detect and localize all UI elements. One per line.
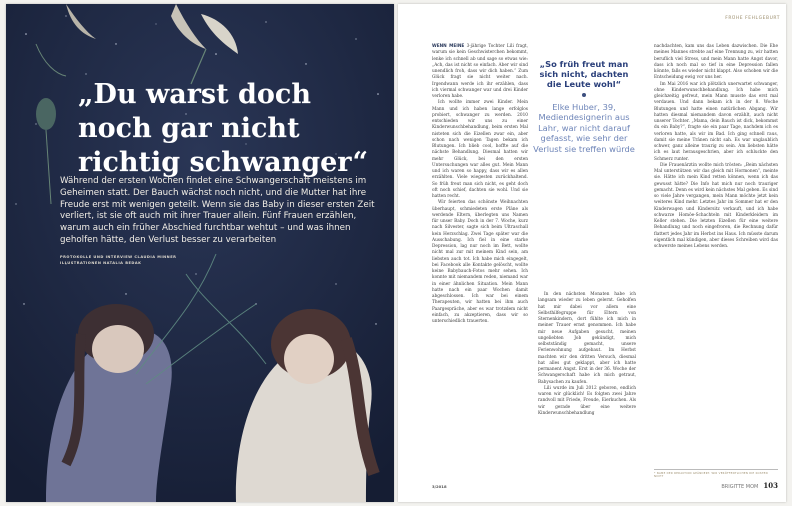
right-page-article xyxy=(398,4,786,502)
page-footer xyxy=(721,481,778,490)
credit-text: PROTOKOLLE UND INTERVIEW CLAUDIA MINNER xyxy=(60,255,177,259)
magazine-brand: BRIGITTE MOM xyxy=(721,484,759,490)
col2-paragraph-1: In den nächsten Monaten habe ich langsam wieder zu leben gelernt. Geholfen hat mir dabei vor allem eine Selbsthilfegruppe für Eltern von Sternenkindern, dort fühlte ich mich in meiner Trauer ernst genommen. Ich habe mir neue Aufgaben gesucht, meinen ungeliebten Job gekündigt, mich selbstständig gemacht, unsere Ferienwohnung aufgebaut. Im Herbst machten wir den dritten Versuch, diesmal hat alles gut geklappt, aber ich hatte permanent Angst. Erst in der 36. Woche der Schwangerschaft habe ich mich getraut, Babysachen zu kaufen. xyxy=(538,292,636,385)
pull-quote-text: „So früh freut man sich nicht, dachten die Leute wohl“ xyxy=(539,59,629,89)
column-2 xyxy=(538,292,636,417)
col3-paragraph-2: Im Mai 2016 war ich plötzlich unerwartet schwanger, ohne Kinderwunschbehandlung. Ich habe mich gleichzeitig gefreut, mein Mann musste das erst mal verdauen. Und dann bekam ich in der 8. Woche Blutungen und hatte einen natürlichen Abgang. Wir hatten diesmal niemandem davon erzählt, auch nicht unserer Tochter. „Mama, dein Bauch ist dick, bekommst du ein Baby?“, fragte sie ein paar Tage, nachdem ich es verloren hatte, als wir im Bad. Ich ging schnell raus, damit sie meine Tränen nicht sah. Es war unglaublich schwer, ganz alleine traurig zu sein. Am liebsten hätte ich es laut herausgeschrien, aber ich schluckte den Schmerz runter. xyxy=(654,81,778,162)
column-3 xyxy=(654,44,778,250)
col1-paragraph-3: Wir feierten das schönste Weihnachten überhaupt, schmiedeten erste Pläne als werdende Eltern, überlegten uns Namen für unser Baby. Doch in der 7. Woche, kurz nach Silvester, sagte sich beim Ultraschall kein Herzschlag. Zwei Tage später war die Ausschabung. Ich fiel in eine starke Depression, lag nur noch im Bett, wollte nicht mal zur mit meinem Kind sein, am liebsten auch tot. Ich habe mich eingegelt, bei Facebook alle Kontakte gelöscht, wollte keine Babybauch-Fotos mehr sehen. Ich konnte mit niemandem reden, niemand war in einer ähnlichen Situation. Mein Mann hatte nach ein paar Wochen damit abgeschlossen. Ich war bei einem Therapeuten, wir hatten bei ihm auch Paargespräche, aber es war trotzdem nicht einfach, zu akzeptieren, dass wir so unterschiedlich trauerten. xyxy=(432,200,528,324)
quote-divider-dot xyxy=(582,93,586,97)
col3-paragraph-1: nachdachten, kam uns das Leben dazwischen. Die Ehe meines Mannes strebte auf eine Trennung zu, wir hatten beruflich viel Stress, und mein Mann hatte Angst davor, dass ich noch mal so tief in eine Depression fallen könnte, falls es wieder nicht klappt. Also schoben wir die Entscheidung ewig vor uns her. xyxy=(654,44,778,81)
col3-paragraph-3: Die Frauenärztin wollte mich trösten: „Beim nächsten Mal unterstützen wir das gleich mit Hormonen“, meinte sie. Hätte ich mein Kind retten können, wenn ich das gewusst hätte? Die Info hat mich nur noch trauriger gemacht. Denn es wird kein nächstes Mal geben. Es sind so viele Jahre vergangen, mein Mann möchte jetzt kein weiteres Kind mehr. Letztes Jahr im Sommer hat er den Kinderwagen und Kindersitz verkauft, und ich habe schwarze Homöe-Schachteln mit Kinderkleidern im Keller stehen. Die letzten Eizellen für eine weitere Behandlung und noch eingefroren, die Rechnung dafür flattert jedes Jahr im Herbst ins Haus. Ich müsste darum eigentlich mal kündigen, aber dieses Schreiben wird das schwerste meines Lebens werden. xyxy=(654,162,778,249)
footnote: * NAME DER REDAKTION GEÄNDERT. WIR VERÖFFENTLICHEN DIE KOSTEN NICHT xyxy=(654,472,768,478)
pull-quote xyxy=(532,59,636,154)
lead-in: WENN MEINE xyxy=(432,44,465,49)
col1-paragraph-1: 3-jährige Tochter Lili fragt, warum sie kein Geschwisterchen bekommt, lenke ich schnell ab und sage so etwas wie: „Ach, das ist nicht so einfach. Aber wir sind unendlich froh, dass wir dich haben.“ Zum Glück fragt sie nicht weiter nach. Irgendwann werde ich ihr erzählen, dass ich viermal schwanger war und drei Kinder verloren habe. xyxy=(432,44,528,99)
pull-quote-source: Elke Huber, 39, Mediendesignerin aus Lahr, war nicht darauf gefasst, wie sehr der Verlust sie treffen würde xyxy=(533,102,635,154)
footnote-rule xyxy=(654,469,778,470)
article-headline: „Du warst doch noch gar nicht richtig schwanger“ xyxy=(78,79,368,178)
column-1 xyxy=(432,44,528,325)
col1-paragraph-2: Ich wollte immer zwei Kinder. Mein Mann und ich haben lange erfolglos probiert, schwanger zu werden. 2010 entschieden wir uns zu einer Kinderwunschbehandlung, beim ersten Mal nisteten sich die Eizellen zwar ein, aber schon nach wenigen Tagen bekam ich Blutungen. Ich blieb cool, hoffte auf die nächste Behandlung. Diesmal hatten wir mehr Glück, bei den ersten Untersuchungen war alles gut. Mein Mann und ich waren so happy, dass wir es allen erzählten. Viele wiegesten zurückhaltend. So früh freut man sich nicht, es geht doch oft noch schief, dachten sie wohl. Und sie hatten recht. xyxy=(432,100,528,199)
credit-illustration: ILLUSTRATIONEN NATALIA BEDAK xyxy=(60,261,142,265)
issue-number: 3/2018 xyxy=(432,484,447,489)
section-kicker: FRÜHE FEHLGEBURT xyxy=(725,16,780,21)
page-number: 103 xyxy=(763,481,778,490)
article-intro: Während der ersten Wochen findet eine Schwangerschaft meistens im Geheimen statt. Der Bauch wächst noch nicht, und die Mutter hat ihre Freude erst mit wenigen geteilt. Wenn sie das Baby in dieser ersten Zeit verliert, ist sie oft auch mit ihrer Trauer allein. Fünf Frauen erzählen, warum auch ein früher Abschied furchtbar wehtut – und was ihnen geholfen hätte, den Verlust besser zu verarbeiten xyxy=(60,176,375,245)
left-page-illustration xyxy=(6,4,394,502)
col2-paragraph-2: Lili wurde im Juli 2012 geboren, endlich waren wir glücklich! Es folgten zwei Jahre randvoll mit Friede, Freude, Eierkuchen. Als wir gerade über eine weitere Kinderwunschbehandlung xyxy=(538,385,636,416)
